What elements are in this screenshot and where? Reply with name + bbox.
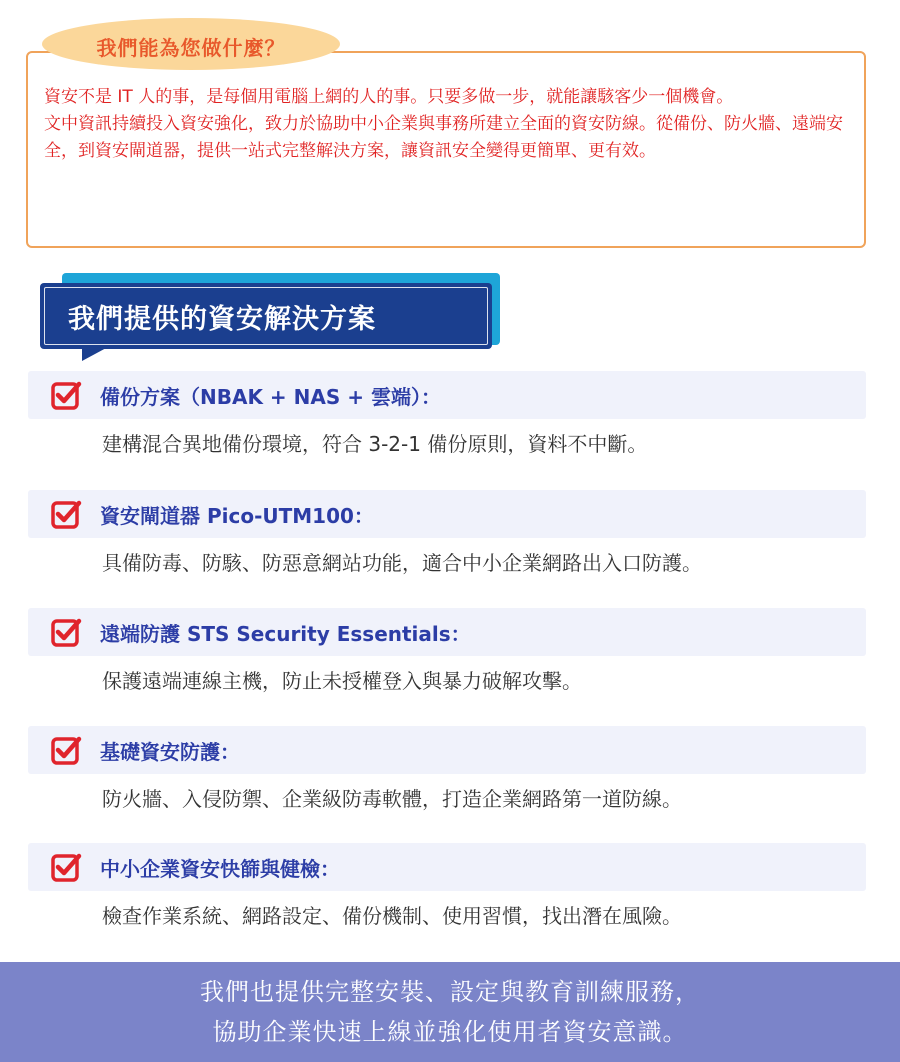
solutions-title-banner [40, 273, 500, 363]
checkbox-checked-icon [50, 616, 82, 648]
solution-item-desc: 防火牆、入侵防禦、企業級防毒軟體，打造企業網路第一道防線。 [102, 787, 682, 811]
footer-line: 協助企業快速上線並強化使用者資安意識。 [212, 1018, 688, 1046]
solution-item-bar [28, 371, 866, 419]
solution-item-heading: 遠端防護 STS Security Essentials： [100, 621, 471, 646]
title-banner-front [40, 283, 492, 349]
checkbox-checked-icon [50, 379, 82, 411]
checkbox-checked-icon [50, 498, 82, 530]
solution-item [28, 371, 866, 459]
solution-item-desc: 保護遠端連線主機，防止未授權登入與暴力破解攻擊。 [102, 669, 582, 693]
solution-item-bar [28, 726, 866, 774]
title-banner-pointer [82, 347, 108, 361]
intro-text [44, 84, 844, 165]
footer-banner [0, 962, 900, 1062]
solution-item-bar [28, 490, 866, 538]
solution-item [28, 490, 866, 578]
checkbox-checked-icon [50, 851, 82, 883]
solution-item-heading: 中小企業資安快篩與健檢： [100, 856, 340, 881]
intro-tab-title: 我們能為您做什麼？ [96, 35, 286, 60]
solution-item-bar [28, 843, 866, 891]
intro-paragraph: 資安不是 IT 人的事，是每個用電腦上網的人的事。只要多做一步，就能讓駭客少一個機會。 [44, 87, 734, 107]
solution-item-desc: 建構混合異地備份環境，符合 3-2-1 備份原則，資料不中斷。 [102, 432, 648, 456]
solution-item-heading: 資安閘道器 Pico-UTM100： [100, 503, 374, 528]
intro-paragraph: 文中資訊持續投入資安強化，致力於協助中小企業與事務所建立全面的資安防線。從備份、防火牆、遠端安全，到資安閘道器，提供一站式完整解決方案，讓資訊安全變得更簡單、更有效。 [44, 114, 843, 161]
solution-item-desc: 具備防毒、防駭、防惡意網站功能，適合中小企業網路出入口防護。 [102, 551, 702, 575]
solution-item-bar [28, 608, 866, 656]
intro-tab [42, 18, 340, 70]
solutions-title: 我們提供的資安解決方案 [68, 303, 376, 335]
solution-item-heading: 備份方案（NBAK + NAS + 雲端）： [100, 384, 441, 409]
solution-item-heading: 基礎資安防護： [100, 739, 240, 764]
solution-item [28, 608, 866, 696]
footer-line: 我們也提供完整安裝、設定與教育訓練服務， [200, 978, 700, 1006]
solution-item [28, 843, 866, 931]
solution-item-desc: 檢查作業系統、網路設定、備份機制、使用習慣，找出潛在風險。 [102, 904, 682, 928]
checkbox-checked-icon [50, 734, 82, 766]
solution-item [28, 726, 866, 814]
